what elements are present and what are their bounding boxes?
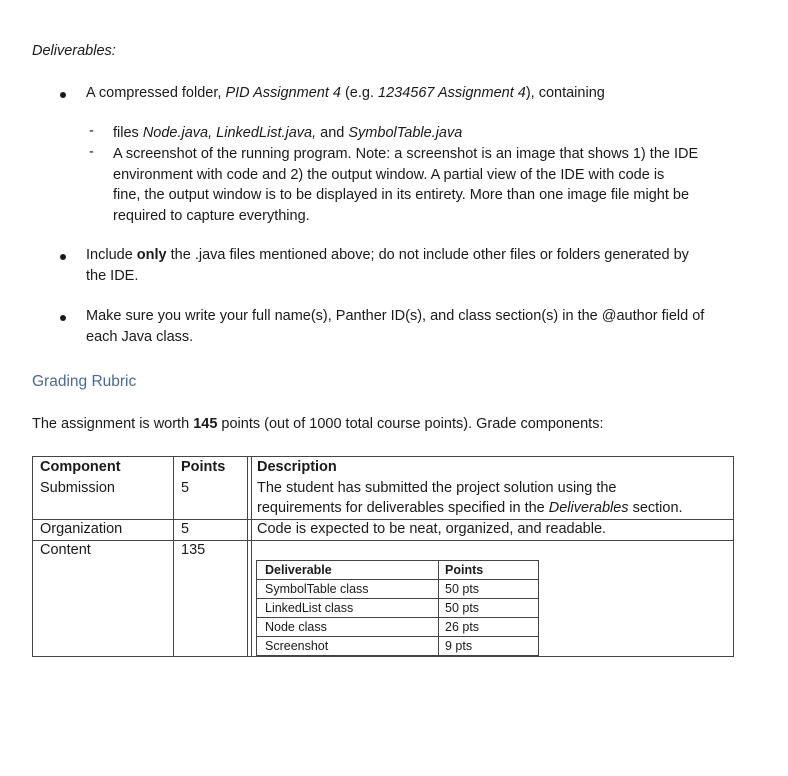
- worth-prefix: The assignment is worth: [32, 416, 194, 432]
- sub-item-screenshot: [113, 144, 698, 226]
- bullet1-suffix: ), containing: [525, 85, 605, 101]
- desc-italic-deliverables: Deliverables: [548, 500, 629, 516]
- bullet3-line2: each Java class.: [86, 328, 194, 345]
- inner-cell-points: 26 pts: [445, 620, 480, 634]
- sub2-line: A screenshot of the running program. Note: a screenshot is an image that shows 1) the IDE: [113, 146, 699, 162]
- table-divider: [247, 457, 248, 656]
- cell-desc-organization: Code is expected to be neat, organized, and readable.: [257, 521, 607, 537]
- header-points: Points: [181, 459, 226, 475]
- cell-desc-submission: [257, 478, 683, 518]
- bullet2-bold-only: only: [136, 247, 167, 263]
- desc-prefix: requirements for deliverables specified in the: [257, 500, 549, 516]
- bullet2-line1-suffix: the .java files mentioned above; do not include other files or folders generated by: [166, 247, 689, 263]
- table-divider: [251, 457, 252, 656]
- dash-marker: -: [89, 123, 94, 139]
- deliverables-heading: Deliverables:: [32, 43, 116, 59]
- inner-cell-deliverable: LinkedList class: [265, 601, 354, 615]
- inner-header-points: Points: [445, 563, 484, 577]
- bullet2-line2: the IDE.: [86, 267, 139, 284]
- bullet1-prefix: A compressed folder,: [86, 85, 226, 101]
- inner-cell-points: 50 pts: [445, 582, 480, 596]
- sub-item-files: [113, 123, 462, 144]
- inner-cell-points: 50 pts: [445, 601, 480, 615]
- deliverables-points-table: [256, 560, 539, 656]
- bullet-include-only: [86, 245, 689, 286]
- header-component: Component: [40, 459, 121, 475]
- bullet-compressed-folder: [86, 83, 605, 104]
- bullet-marker: [60, 92, 66, 98]
- inner-cell-deliverable: Node class: [265, 620, 327, 634]
- inner-cell-deliverable: SymbolTable class: [265, 582, 369, 596]
- bullet3-line1: Make sure you write your full name(s), Panther ID(s), and class section(s) in the @author field of: [86, 308, 705, 324]
- desc-suffix: section.: [628, 500, 683, 516]
- inner-divider: [438, 561, 439, 655]
- header-description: Description: [257, 459, 337, 475]
- bullet-marker: [60, 254, 66, 260]
- dash-marker: -: [89, 144, 94, 160]
- desc-line: The student has submitted the project solution using the: [257, 480, 617, 496]
- cell-component-organization: Organization: [40, 521, 123, 537]
- rubric-table: [32, 456, 734, 657]
- cell-points-organization: 5: [181, 521, 190, 537]
- inner-header-deliverable: Deliverable: [265, 563, 332, 577]
- bullet1-mid: (e.g.: [340, 85, 379, 101]
- cell-points-content: 135: [181, 542, 206, 558]
- sub1-prefix: files: [113, 125, 143, 141]
- bullet1-italic-pid: PID Assignment 4: [225, 85, 341, 101]
- worth-suffix: points (out of 1000 total course points). Grade components:: [217, 416, 604, 432]
- inner-cell-deliverable: Screenshot: [265, 639, 329, 653]
- grading-rubric-heading: Grading Rubric: [32, 373, 137, 390]
- sub1-italic-files: Node.java, LinkedList.java,: [142, 125, 317, 141]
- sub2-line: fine, the output window is to be displayed in its entirety. More than one image file might be: [113, 187, 690, 203]
- bullet1-italic-example: 1234567 Assignment 4: [378, 85, 526, 101]
- sub1-italic-symboltable: SymbolTable.java: [348, 125, 463, 141]
- bullet-author-field: [86, 306, 704, 347]
- assignment-worth-text: [32, 416, 603, 432]
- cell-component-submission: Submission: [40, 480, 115, 496]
- sub2-line: required to capture everything.: [113, 207, 310, 224]
- cell-points-submission: 5: [181, 480, 190, 496]
- desc-line: [257, 498, 683, 518]
- inner-cell-points: 9 pts: [445, 639, 473, 653]
- sub2-line: environment with code and 2) the output window. A partial view of the IDE with code is: [113, 166, 665, 183]
- bullet-marker: [60, 315, 66, 321]
- table-divider: [173, 457, 174, 656]
- worth-points-bold: 145: [193, 416, 218, 432]
- table-divider: [33, 540, 733, 541]
- cell-component-content: Content: [40, 542, 91, 558]
- sub1-mid: and: [316, 125, 349, 141]
- bullet2-prefix: Include: [86, 247, 137, 263]
